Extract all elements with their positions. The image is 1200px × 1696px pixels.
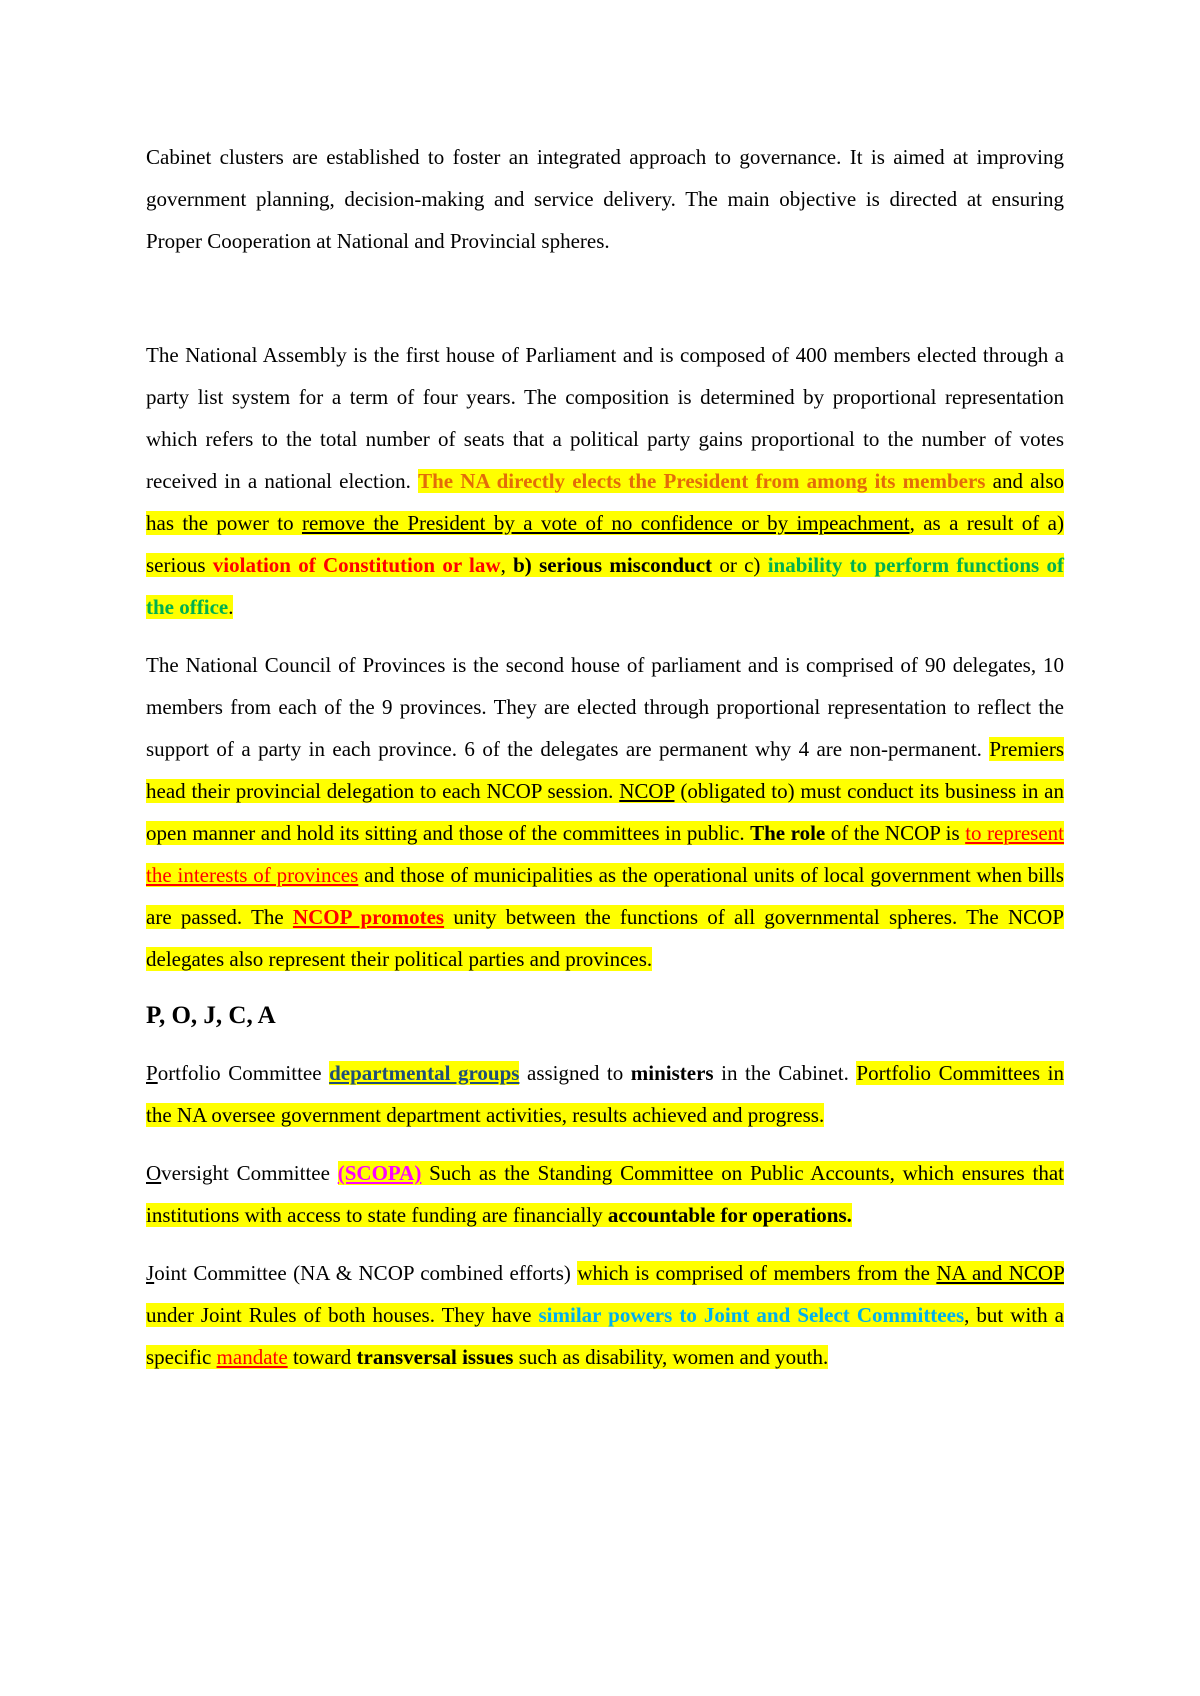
spacer: [146, 980, 1064, 994]
ncop-of-text: of the NCOP is: [825, 821, 966, 845]
na-power-text: and also has the power to: [146, 469, 1064, 535]
na-remove-president-text: remove the President by a vote of no confidence or by impeachment: [301, 511, 910, 535]
ncop-unity-text: unity between the functions of all governmental spheres. The NCOP delegates also represent their political parties and provinces.: [146, 905, 1065, 971]
cabinet-clusters-text: Cabinet clusters are established to foster an integrated approach to governance. It is aimed at improving government planning, decision-making and service delivery. The main objective is directed at ensuring Proper Cooperation at National and Provincial spheres.: [146, 145, 1064, 253]
portfolio-departmental-groups-text: departmental groups: [329, 1061, 520, 1085]
paragraph-oversight-committee: [146, 1152, 1064, 1236]
ncop-promotes-text: NCOP promotes: [292, 905, 445, 929]
ncop-role-text: The role: [750, 821, 826, 845]
spacer: [146, 1236, 1064, 1252]
na-intro-text: The National Assembly is the first house of Parliament and is composed of 400 members elected through a party list system for a term of four years. The composition is determined by proportional representation which refers to the total number of seats that a political party gains proportional to the number of votes received in a national election.: [146, 343, 1064, 493]
joint-rules-text: under Joint Rules of both houses. They have: [146, 1303, 539, 1327]
ncop-label-text: NCOP: [619, 779, 675, 803]
ncop-intro-text: The National Council of Provinces is the second house of parliament and is comprised of 90 delegates, 10 members from each of the 9 provinces. They are elected through proportional representation to reflect the support of a party in each province. 6 of the delegates are permanent why 4 are non-permanent.: [146, 653, 1064, 761]
joint-mandate-text: mandate: [216, 1345, 288, 1369]
na-or-text: or c): [712, 553, 768, 577]
ncop-represent-text: to represent the interests of provinces: [146, 821, 1064, 887]
na-result-text: , as a result of a) serious: [146, 511, 1064, 577]
joint-transversal-text: transversal issues: [356, 1345, 514, 1369]
portfolio-assigned-text: assigned to: [519, 1061, 631, 1085]
document-page: [146, 136, 1064, 1378]
spacer: [146, 1136, 1064, 1152]
paragraph-portfolio-committee: [146, 1052, 1064, 1136]
portfolio-initial: P: [146, 1061, 158, 1085]
oversight-ensures-text: Such as the Standing Committee on Public Accounts, which ensures that institutions with access to state funding are financially: [146, 1161, 1064, 1227]
oversight-initial: O: [146, 1161, 162, 1185]
joint-but-text: , but with a specific: [146, 1303, 1064, 1369]
ncop-municipalities-text: and those of municipalities as the operational units of local government when bills are passed. The: [146, 863, 1064, 929]
joint-toward-text: toward: [287, 1345, 357, 1369]
joint-label-text: oint Committee (NA & NCOP combined efforts): [154, 1261, 578, 1285]
na-comma-text: ,: [500, 553, 514, 577]
oversight-scopa-text: (SCOPA): [337, 1161, 422, 1185]
joint-such-as-text: such as disability, women and youth.: [513, 1345, 829, 1369]
oversight-label-text: versight Committee: [161, 1161, 338, 1185]
portfolio-cabinet-text: in the Cabinet.: [713, 1061, 857, 1085]
paragraph-national-assembly: [146, 334, 1064, 628]
joint-comprised-text: which is comprised of members from the: [577, 1261, 937, 1285]
paragraph-joint-committee: [146, 1252, 1064, 1378]
portfolio-ministers-text: ministers: [630, 1061, 714, 1085]
ncop-obligated-text: (obligated to) must conduct its business in an open manner and hold its sitting and those of the committees in public.: [146, 779, 1065, 845]
portfolio-label-text: ortfolio Committee: [157, 1061, 330, 1085]
na-period-text: .: [228, 595, 234, 619]
section-heading: P, O, J, C, A: [146, 1002, 276, 1029]
na-violation-text: violation of Constitution or law: [212, 553, 501, 577]
joint-na-ncop-text: NA and NCOP: [936, 1261, 1064, 1285]
na-misconduct-text: b) serious misconduct: [513, 553, 713, 577]
joint-similar-powers-text: similar powers to Joint and Select Committees: [538, 1303, 965, 1327]
na-elects-president-text: The NA directly elects the President from among its members: [418, 469, 986, 493]
paragraph-cabinet-clusters: [146, 136, 1064, 268]
joint-initial: J: [146, 1261, 155, 1285]
spacer: [146, 628, 1064, 644]
spacer: [146, 1038, 1064, 1052]
portfolio-oversee-text: Portfolio Committees in the NA oversee government department activities, results achieved and progress.: [146, 1061, 1064, 1127]
ncop-premiers-text: Premiers head their provincial delegation to each NCOP session.: [146, 737, 1064, 803]
spacer: [146, 268, 1064, 334]
na-inability-text: inability to perform functions of the office: [146, 553, 1065, 619]
oversight-accountable-text: accountable for operations.: [607, 1203, 852, 1227]
paragraph-ncop: [146, 644, 1064, 980]
